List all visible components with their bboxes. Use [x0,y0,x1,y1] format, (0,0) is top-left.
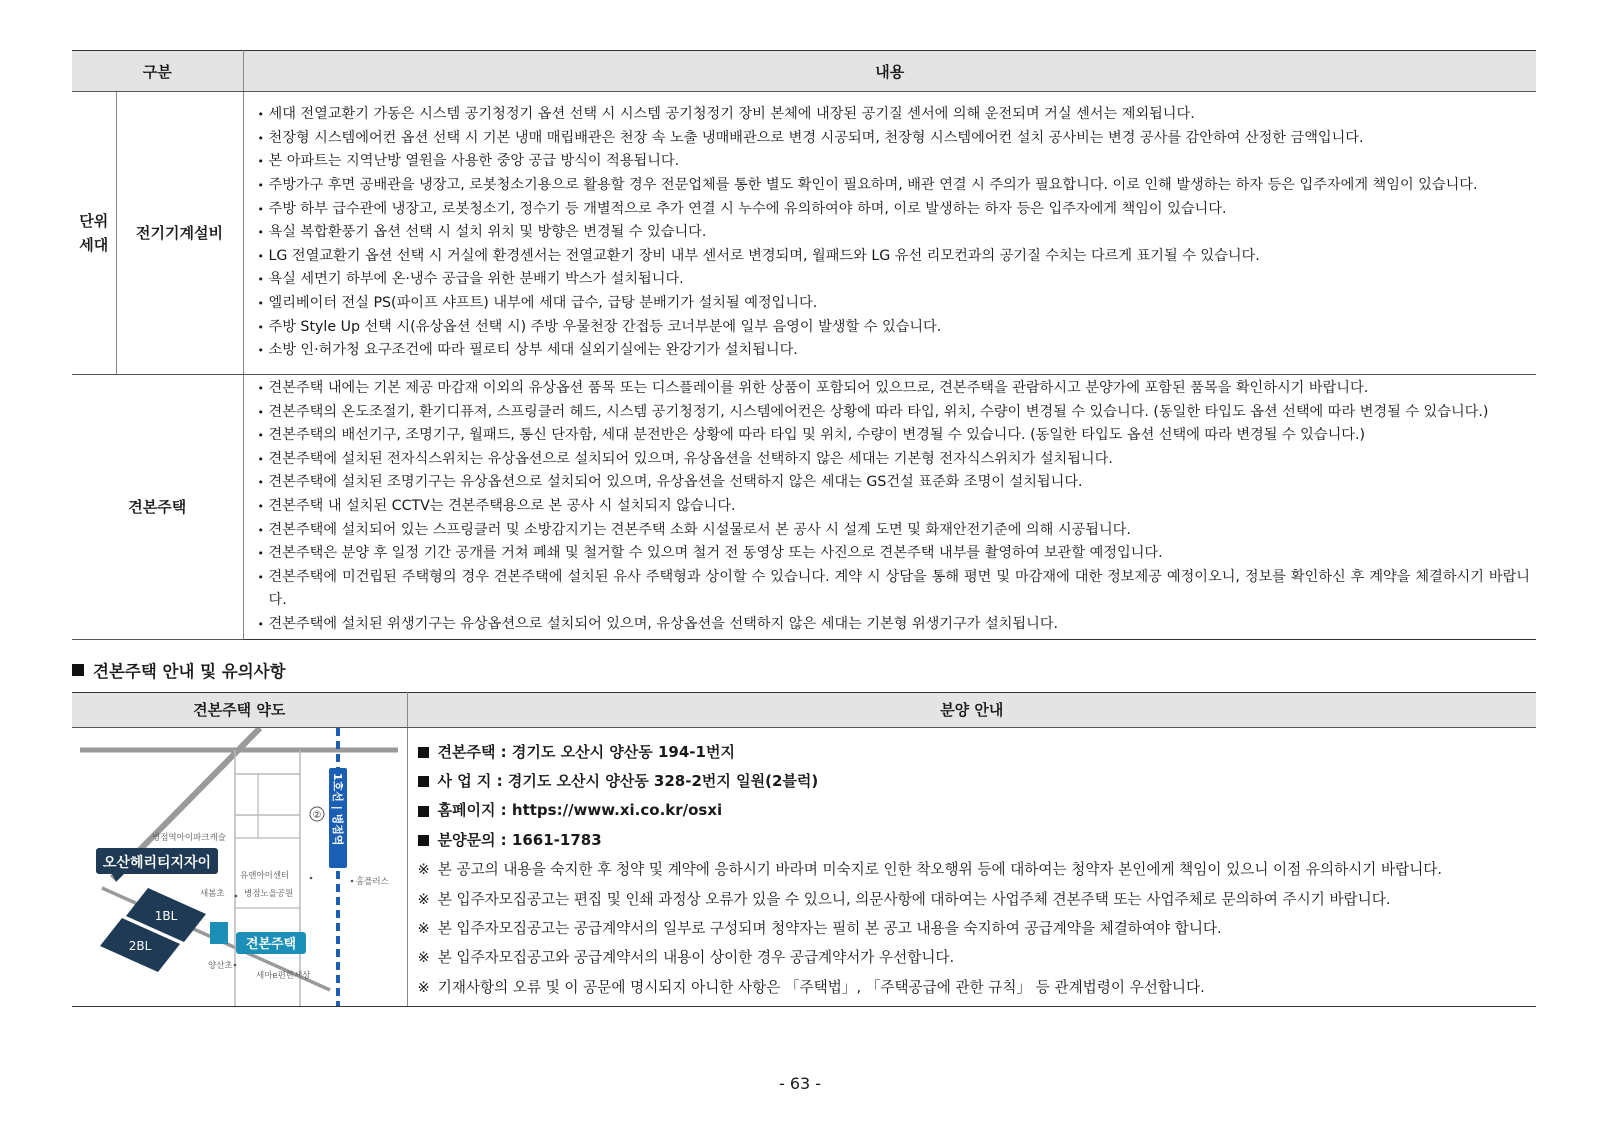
poi-dot [234,963,237,966]
list-item: • 주방 하부 급수관에 냉장고, 로봇청소기, 정수기 등 개별적으로 추가 연결 시 누수에 유의하여야 하며, 이로 발생하는 하자 등은 입주자에게 책임이 있습니다. [258,198,1530,222]
reference-mark-icon: ※ [417,861,430,879]
notice-text: 본 입주자모집공고는 편집 및 인쇄 과정상 오류가 있을 수 있으니, 의문사항에 대하여는 사업주체 견본주택 또는 사업주체로 문의하여 주시기 바랍니다. [437,890,1391,908]
reference-mark-icon: ※ [417,890,430,908]
list-item: • 천장형 시스템에어컨 옵션 선택 시 기본 냉매 매립배관은 천장 속 노출 냉매배관으로 변경 시공되며, 천장형 시스템에어컨 설치 공사비는 변경 공사를 감안하여 산정한 금액입니다. [258,127,1530,151]
list-item: • 소방 인·허가청 요구조건에 따라 필로티 상부 세대 실외기실에는 완강기가 설치됩니다. [258,339,1530,363]
poi-yangsan: 양산초 [208,960,233,971]
poi-park-castle: 병점역아이파크캐슬 [152,832,226,843]
section-title [72,658,1536,682]
notice-item [418,943,1531,972]
square-bullet-icon [72,664,84,676]
unit-category: 단위 세대 [72,92,116,375]
info-model-house [418,738,1531,767]
notice-text: 본 공고의 내용을 숙지한 후 청약 및 계약에 응하시기 바라며 미숙지로 인한 착오행위 등에 대하여는 청약자 본인에게 책임이 있으니 이점 유의하시기 바랍니다. [437,861,1443,879]
list-item: • 견본주택에 설치된 위생기구는 유상옵션으로 설치되어 있으며, 유상옵션을 선택하지 않은 세대는 기본형 위생기구가 설치됩니다. [258,613,1530,637]
table-header-row [72,51,1536,92]
reference-mark-icon: ※ [417,978,430,996]
block-1bl-label: 1BL [154,908,178,923]
table-row-unit [72,92,1536,375]
unit-content [243,92,1536,375]
info-site-text: 사 업 지 : 경기도 오산시 양산동 328-2번지 일원(2블럭) [437,771,819,790]
header-map: 견본주택 약도 [72,692,407,727]
list-item: • 견본주택의 배선기구, 조명기구, 월패드, 통신 단자함, 세대 분전반은 상황에 따라 타입 및 위치, 수량이 변경될 수 있습니다. (동일한 타입도 옵션 선택에 따라 변경될 수 있습니다.) [258,424,1530,448]
info-body-row [72,727,1536,1006]
list-item: • 견본주택에 미건립된 주택형의 경우 견본주택에 설치된 유사 주택형과 상이할 수 있습니다. 계약 시 상담을 통해 평면 및 마감재에 대한 정보제공 예정이오니, 정보를 확인하신 후 계약을 체결하시기 바랍니다. [258,566,1530,613]
list-item: • 견본주택은 분양 후 일정 기간 공개를 거쳐 폐쇄 및 철거할 수 있으며 철거 전 동영상 또는 사진으로 견본주택 내부를 촬영하여 보관할 예정입니다. [258,542,1530,566]
info-model-house-text: 견본주택 : 경기도 오산시 양산동 194-1번지 [437,742,735,761]
poi-saebom: 새봄초 [200,888,225,899]
info-site [418,767,1531,796]
poi-dot [235,894,238,897]
reference-mark-icon: ※ [417,949,430,967]
info-homepage [418,796,1531,825]
station-label: 1호선 | 병점역 [331,772,344,845]
poi-byeongjeom-park: 병점노을공원 [244,888,294,899]
list-item: • 엘리베이터 전실 PS(파이프 샤프트) 내부에 세대 급수, 급탕 분배기가 설치될 예정입니다. [258,292,1530,316]
list-item: • 세대 전열교환기 가동은 시스템 공기청정기 옵션 선택 시 시스템 공기청정기 장비 본체에 내장된 공기질 센서에 의해 운전되며 거실 센서는 제외됩니다. [258,103,1530,127]
notice-item [418,885,1531,914]
list-item: • 욕실 세면기 하부에 온·냉수 공급을 위한 분배기 박스가 설치됩니다. [258,268,1530,292]
model-house-marker [210,922,228,944]
sales-info-cell [407,727,1536,1006]
model-content [243,375,1536,640]
info-header-row [72,692,1536,727]
reference-mark-icon: ※ [417,919,430,937]
poi-yuaen: 유앤아이센터 [240,870,290,881]
model-category: 견본주택 [72,375,243,640]
list-item: • 견본주택에 설치되어 있는 스프링클러 및 소방감지기는 견본주택 소화 시설물로서 본 공사 시 설계 도면 및 화재안전기준에 의해 시공됩니다. [258,519,1530,543]
poi-dot [310,876,313,879]
section-title-text: 견본주택 안내 및 유의사항 [93,661,286,681]
notice-item [418,855,1531,884]
list-item: • 견본주택 내 설치된 CCTV는 견본주택용으로 본 공사 시 설치되지 않습니다. [258,495,1530,519]
block-2bl-label: 2BL [128,938,152,953]
poi-dot [351,879,354,882]
model-items-list [258,377,1530,637]
list-item: • 본 아파트는 지역난방 열원을 사용한 중앙 공급 방식이 적용됩니다. [258,150,1530,174]
list-item: • 주방가구 후면 공배관을 냉장고, 로봇청소기용으로 활용할 경우 전문업체를 통한 별도 확인이 필요하며, 배관 연결 시 주의가 필요합니다. 이로 인해 발생하는 하자 등은 입주자에게 책임이 있습니다. [258,174,1530,198]
info-homepage-text[interactable]: 홈페이지 : https://www.xi.co.kr/osxi [437,801,723,820]
notice-item [418,914,1531,943]
model-house-label: 견본주택 [245,936,297,952]
complex-label: 오산헤리티지자이 [102,854,212,871]
square-bullet-icon [418,835,429,846]
list-item: • 욕실 복합환풍기 옵션 선택 시 설치 위치 및 방향은 변경될 수 있습니다. [258,221,1530,245]
square-bullet-icon [418,806,429,817]
header-content: 내용 [243,51,1536,92]
list-item: • 견본주택의 온도조절기, 환기디퓨져, 스프링클러 헤드, 시스템 공기청정기, 시스템에어컨은 상황에 따라 타입, 위치, 수량이 변경될 수 있습니다. (동일한 타입도 옵션 선택에 따라 변경될 수 있습니다.) [258,401,1530,425]
road-number: ② [312,809,322,821]
page-body [72,50,1536,1007]
header-sales-info: 분양 안내 [407,692,1536,727]
map-cell [72,727,407,1006]
notice-item [418,973,1531,1002]
header-category: 구분 [72,51,243,92]
list-item: • 주방 Style Up 선택 시(유상옵션 선택 시) 주방 우물천장 간접등 코너부분에 일부 음영이 발생할 수 있습니다. [258,316,1530,340]
info-contact-text: 분양문의 : 1661-1783 [437,830,602,849]
unit-items-list [258,103,1530,363]
notice-text: 본 입주자모집공고는 공급계약서의 일부로 구성되며 청약자는 필히 본 공고 내용을 숙지하여 공급계약을 체결하여야 합니다. [437,919,1222,937]
notice-text: 본 입주자모집공고와 공급계약서의 내용이 상이한 경우 공급계약서가 우선합니다. [437,949,955,967]
poi-semai: 세마e편한세상 [256,970,311,981]
notice-text: 기재사항의 오류 및 이 공문에 명시되지 아니한 사항은 「주택법」, 「주택공급에 관한 규칙」 등 관계법령이 우선합니다. [437,978,1205,996]
list-item: • 견본주택 내에는 기본 제공 마감재 이외의 유상옵션 품목 또는 디스플레이를 위한 상품이 포함되어 있으므로, 견본주택을 관람하시고 분양가에 포함된 품목을 확인하시기 바랍니다. [258,377,1530,401]
info-contact [418,826,1531,855]
square-bullet-icon [418,747,429,758]
list-item: • 견본주택에 설치된 조명기구는 유상옵션으로 설치되어 있으며, 유상옵션을 선택하지 않은 세대는 GS건설 표준화 조명이 설치됩니다. [258,471,1530,495]
options-table [72,50,1536,640]
list-item: • LG 전열교환기 옵션 선택 시 거실에 환경센서는 전열교환기 장비 내부 센서로 변경되며, 월패드와 LG 유선 리모컨과의 공기질 수치는 다르게 표기될 수 있습니다. [258,245,1530,269]
unit-subcategory: 전기기계설비 [116,92,243,375]
info-table [72,692,1536,1007]
location-map [72,728,407,1006]
square-bullet-icon [418,776,429,787]
poi-homeplus: 홈플러스 [356,876,389,887]
list-item: • 견본주택에 설치된 전자식스위치는 유상옵션으로 설치되어 있으며, 유상옵션을 선택하지 않은 세대는 기본형 전자식스위치가 설치됩니다. [258,448,1530,472]
table-row-model [72,375,1536,640]
page-number: - 63 - [778,1074,822,1093]
